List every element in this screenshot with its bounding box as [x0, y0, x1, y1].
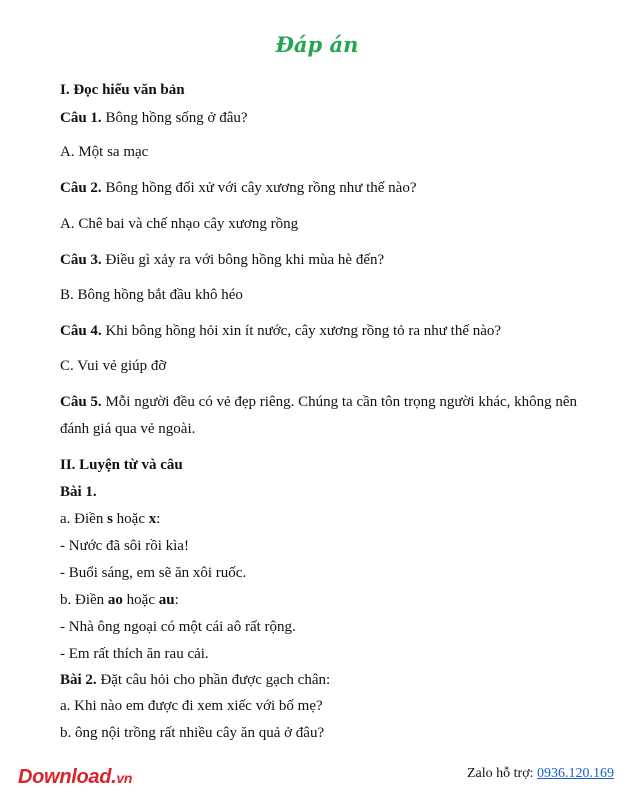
exercise-2-instruction: [60, 671, 620, 689]
exercise-1b-item: - Nhà ông ngoại có một cái aô rất rộng.: [60, 619, 296, 635]
section-heading-reading: I. Đọc hiểu văn bản: [60, 82, 185, 98]
question-5: [60, 389, 590, 443]
exercise-1a-item: - Buổi sáng, em sẽ ăn xôi ruốc.: [60, 565, 247, 581]
question-text: Mỗi người đều có vẻ đẹp riêng. Chúng ta cần tôn trọng người khác, không nên đánh giá qua vẻ ngoài.: [60, 394, 578, 437]
question-2: [60, 179, 620, 197]
exercise-2b-item: b. ông nội trồng rất nhiều cây ăn quả ở đâu?: [60, 725, 325, 741]
section-heading-vocab: II. Luyện từ và câu: [60, 457, 183, 473]
zalo-phone-link[interactable]: 0936.120.169: [537, 766, 614, 781]
question-label: Câu 1.: [60, 110, 102, 126]
answer-1: A. Một sa mạc: [60, 144, 149, 160]
exercise-1a-item: - Nước đã sôi rồi kìa!: [60, 538, 189, 554]
question-4: [60, 322, 620, 340]
answer-3: B. Bông hồng bắt đầu khô héo: [60, 287, 243, 303]
question-label: Câu 4.: [60, 323, 102, 339]
question-label: Câu 5.: [60, 394, 102, 410]
exercise-text: Đặt câu hỏi cho phần được gạch chân:: [96, 672, 331, 688]
question-label: Câu 2.: [60, 180, 102, 196]
question-1: [60, 109, 620, 127]
question-text: Điều gì xảy ra với bông hồng khi mùa hè đến?: [101, 252, 385, 268]
question-3: [60, 251, 620, 269]
question-text: Bông hồng đối xử với cây xương rồng như thế nào?: [101, 180, 417, 196]
exercise-1a-instruction: a. Điền s hoặc x:: [60, 511, 161, 527]
question-text: Khi bông hồng hỏi xin ít nước, cây xương rồng tỏ ra như thế nào?: [101, 323, 502, 339]
answer-4: C. Vui vẻ giúp đỡ: [60, 358, 167, 374]
answer-2: A. Chê bai và chế nhạo cây xương rồng: [60, 216, 299, 232]
exercise-label: Bài 2.: [60, 672, 97, 688]
download-vn-logo[interactable]: Download.vn: [18, 766, 133, 788]
exercise-1b-instruction: b. Điền ao hoặc au:: [60, 592, 179, 608]
question-label: Câu 3.: [60, 252, 102, 268]
page-title: Đáp án: [275, 32, 359, 57]
exercise-2a-item: a. Khi nào em được đi xem xiếc với bố mẹ?: [60, 698, 323, 714]
exercise-1-label: Bài 1.: [60, 484, 97, 500]
exercise-1b-item: - Em rất thích ăn rau cải.: [60, 646, 209, 662]
zalo-support: [467, 766, 614, 782]
zalo-label: Zalo hỗ trợ:: [467, 766, 537, 781]
question-text: Bông hồng sống ở đâu?: [101, 110, 248, 126]
